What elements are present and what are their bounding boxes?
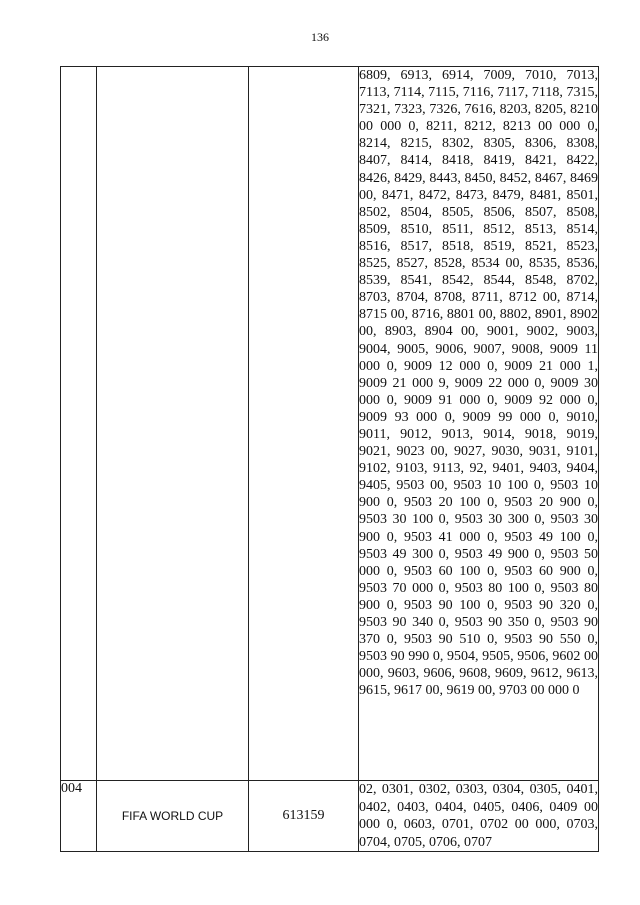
goods-codes-cell: 02, 0301, 0302, 0303, 0304, 0305, 0401, 0402, 0403, 0404, 0405, 0406, 0409 00 000 0, 0603, 0701, 0702 00 000, 0703, 0704, 0705, 0706, 0707 [359, 782, 598, 850]
goods-codes-cell: 6809, 6913, 6914, 7009, 7010, 7013, 7113, 7114, 7115, 7116, 7117, 7118, 7315, 7321, 7323, 7326, 7616, 8203, 8205, 8210 00 000 0, 8211, 8212, 8213 00 000 0, 8214, 8215, 8302, 8305, 8306, 8308, 8407, 8414, 8418, 8419, 8421, 8422, 8426, 8429, 8443, 8450, 8452, 8467, 8469 00, 8471, 8472, 8473, 8479, 8481, 8501, 8502, 8504, 8505, 8506, 8507, 8508, 8509, 8510, 8511, 8512, 8513, 8514, 8516, 8517, 8518, 8519, 8521, 8523, 8525, 8527, 8528, 8534 00, 8535, 8536, 8539, 8541, 8542, 8544, 8548, 8702, 8703, 8704, 8708, 8711, 8712 00, 8714, 8715 00, 8716, 8801 00, 8802, 8901, 8902 00, 8903, 8904 00, 9001, 9002, 9003, 9004, 9005, 9006, 9007, 9008, 9009 11 000 0, 9009 12 000 0, 9009 21 000 1, 9009 21 000 9, 9009 22 000 0, 9009 30 000 0, 9009 91 000 0, 9009 92 000 0, 9009 93 000 0, 9009 99 000 0, 9010, 9011, 9012, 9013, 9014, 9018, 9019, 9021, 9023 00, 9027, 9030, 9031, 9101, 9102, 9103, 9113, 92, 9401, 9403, 9404, 9405, 9503 00, 9503 10 100 0, 9503 10 900 0, 9503 20 100 0, 9503 20 900 0, 9503 30 100 0, 9503 30 300 0, 9503 30 900 0, 9503 41 000 0, 9503 49 100 0, 9503 49 300 0, 9503 49 900 0, 9503 50 000 0, 9503 60 100 0, 9503 60 900 0, 9503 70 000 0, 9503 80 100 0, 9503 80 900 0, 9503 90 100 0, 9503 90 320 0, 9503 90 340 0, 9503 90 350 0, 9503 90 370 0, 9503 90 510 0, 9503 90 550 0, 9503 90 990 0, 9504, 9505, 9506, 9602 00 000, 9603, 9606, 9608, 9609, 9612, 9613, 9615, 9617 00, 9619 00, 9703 00 000 0 [359, 67, 599, 781]
trademark-name-cell: FIFA WORLD CUP [97, 781, 249, 852]
page-number: 136 [311, 30, 329, 44]
goods-table [60, 66, 599, 852]
row-number-cell: 004 [61, 781, 97, 852]
row-number-cell [61, 67, 97, 781]
trademark-name-cell [97, 67, 249, 781]
registration-number-cell [249, 67, 359, 781]
registration-number-cell: 613159 [249, 781, 359, 852]
table-row [61, 67, 599, 781]
table-row [61, 781, 599, 852]
